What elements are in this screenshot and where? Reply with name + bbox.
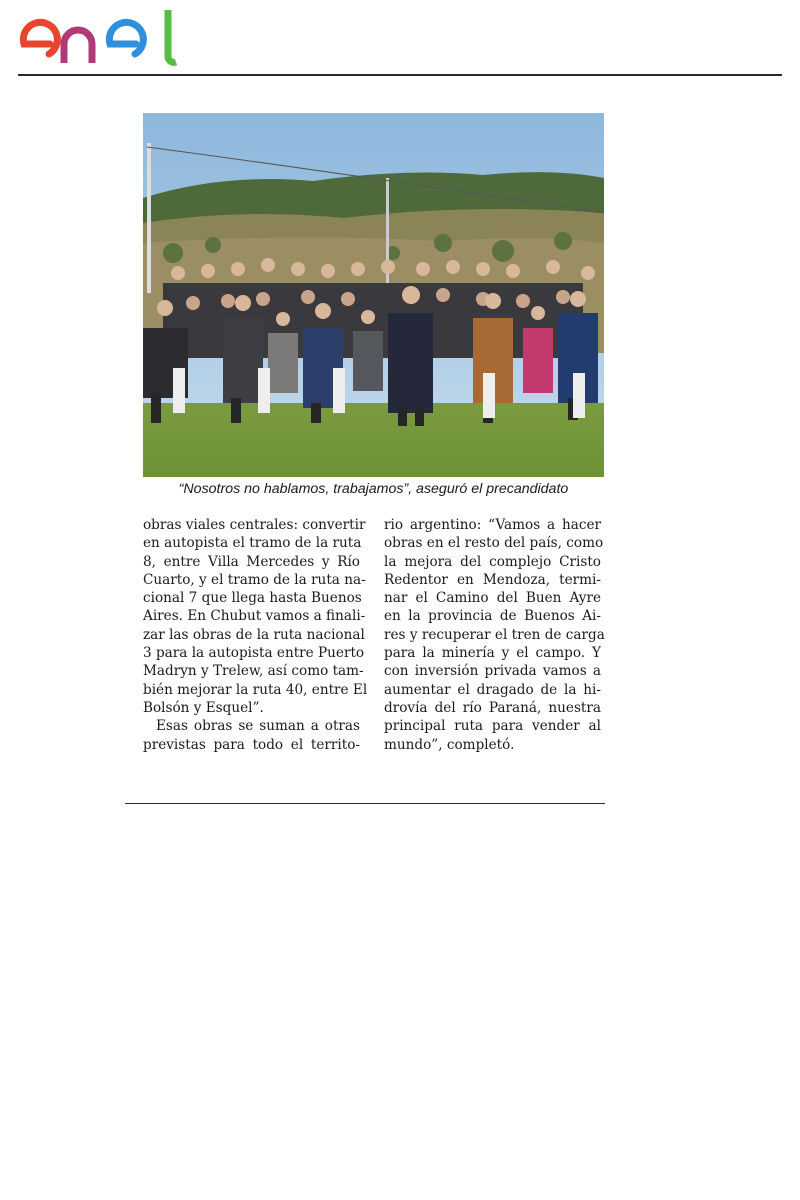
text-line: res y recuperar el tren de carga: [384, 626, 605, 643]
text-line: en la provincia de Buenos Ai-: [384, 608, 601, 625]
text-line: Redentor en Mendoza, termi-: [384, 571, 601, 588]
text-line: 3 para la autopista entre Puerto: [143, 645, 365, 662]
footer-rule: [125, 803, 605, 804]
text-line: Bolsón y Esquel”.: [143, 699, 264, 716]
text-line: la mejora del complejo Cristo: [384, 553, 601, 570]
text-line: obras en el resto del país, como: [384, 535, 604, 552]
text-line: Madryn y Trelew, así como tam-: [143, 663, 364, 680]
text-line: drovía del río Paraná, nuestra: [384, 699, 601, 716]
news-photo: [143, 113, 604, 477]
photo-caption: “Nosotros no hablamos, trabajamos”, aseguró el precandidato: [178, 481, 569, 497]
article-column-right: [384, 516, 605, 754]
text-line: bién mejorar la ruta 40, entre El: [143, 681, 368, 698]
text-line: cional 7 que llega hasta Buenos: [143, 590, 362, 607]
text-line: Aires. En Chubut vamos a finali-: [143, 608, 366, 625]
article-column-left: [143, 516, 368, 754]
text-line: con inversión privada vamos a: [384, 663, 601, 680]
text-line: Cuarto, y el tramo de la ruta na-: [143, 571, 366, 588]
enel-logo: [18, 6, 180, 68]
text-line: zar las obras de la ruta nacional: [143, 626, 365, 643]
text-line: previstas para todo el territo-: [143, 736, 360, 753]
text-line: 8, entre Villa Mercedes y Río: [143, 553, 360, 570]
text-line: principal ruta para vender al: [384, 718, 601, 735]
text-line: nar el Camino del Buen Ayre: [384, 590, 601, 607]
text-line: mundo”, completó.: [384, 736, 515, 753]
text-line: obras viales centrales: convertir: [143, 517, 366, 533]
header-rule: [18, 74, 782, 76]
text-line: aumentar el dragado de la hi-: [384, 681, 601, 698]
text-line: Esas obras se suman a otras: [156, 718, 360, 735]
text-line: para la minería y el campo. Y: [384, 645, 601, 662]
text-line: rio argentino: “Vamos a hacer: [384, 517, 601, 533]
text-line: en autopista el tramo de la ruta: [143, 535, 362, 552]
